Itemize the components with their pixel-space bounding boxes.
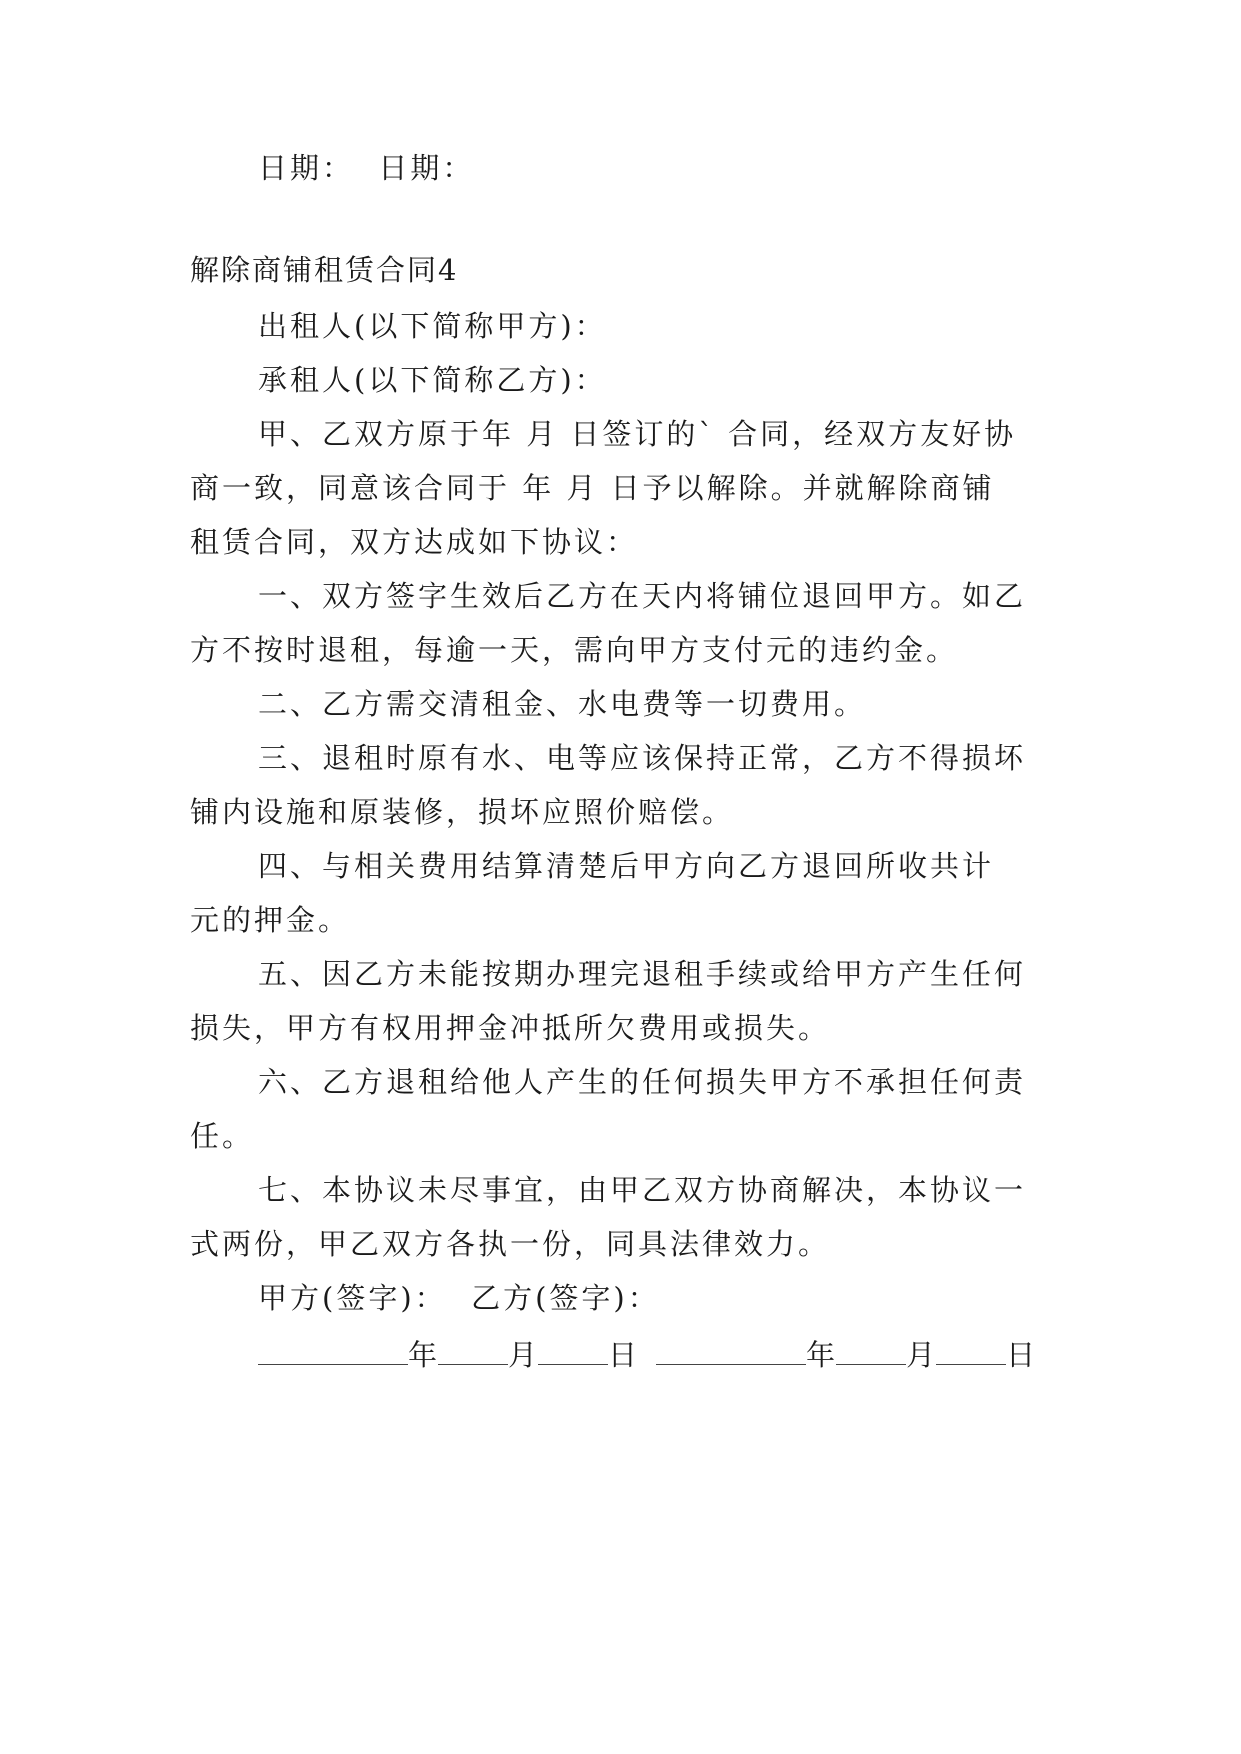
party-a-day-blank bbox=[538, 1334, 608, 1365]
party-a-day-label: 日 bbox=[608, 1338, 639, 1372]
clause-5-line-1: 五、因乙方未能按期办理完退租手续或给甲方产生任何 bbox=[258, 957, 1027, 991]
clause-2-line-1: 二、乙方需交清租金、水电费等一切费用。 bbox=[258, 687, 867, 721]
lessee-line: 承租人(以下简称乙方)： bbox=[258, 363, 607, 397]
intro-line-1: 甲、乙双方原于年 月 日签订的` 合同，经双方友好协 bbox=[258, 417, 1017, 451]
clause-3-line-2: 铺内设施和原装修，损坏应照价赔偿。 bbox=[190, 795, 735, 829]
clause-4-line-1: 四、与相关费用结算清楚后甲方向乙方退回所收共计 bbox=[258, 849, 995, 883]
clause-6-line-1: 六、乙方退租给他人产生的任何损失甲方不承担任何责 bbox=[258, 1065, 1027, 1099]
clause-4-line-2: 元的押金。 bbox=[190, 903, 351, 937]
clause-7-line-2: 式两份，甲乙双方各执一份，同具法律效力。 bbox=[190, 1227, 831, 1261]
document-title: 解除商铺租赁合同4 bbox=[190, 253, 459, 287]
party-b-day-label: 日 bbox=[1006, 1338, 1037, 1372]
party-b-year-label: 年 bbox=[806, 1338, 837, 1372]
party-b-year-blank bbox=[656, 1334, 806, 1365]
signature-line: 甲方(签字)： 乙方(签字)： bbox=[258, 1281, 660, 1315]
clause-7-line-1: 七、本协议未尽事宜，由甲乙双方协商解决，本协议一 bbox=[258, 1173, 1027, 1207]
date-header: 日期： 日期： bbox=[258, 151, 475, 185]
party-a-year-label: 年 bbox=[408, 1338, 439, 1372]
clause-6-line-2: 任。 bbox=[190, 1119, 255, 1153]
clause-1-line-2: 方不按时退租，每逾一天，需向甲方支付元的违约金。 bbox=[190, 633, 959, 667]
clause-1-line-1: 一、双方签字生效后乙方在天内将铺位退回甲方。如乙 bbox=[258, 579, 1027, 613]
signature-date-line bbox=[258, 1334, 1138, 1373]
party-b-day-blank bbox=[936, 1334, 1006, 1365]
clause-3-line-1: 三、退租时原有水、电等应该保持正常，乙方不得损坏 bbox=[258, 741, 1027, 775]
party-b-month-blank bbox=[836, 1334, 906, 1365]
party-a-month-label: 月 bbox=[508, 1338, 539, 1372]
clause-5-line-2: 损失，甲方有权用押金冲抵所欠费用或损失。 bbox=[190, 1011, 831, 1045]
party-b-month-label: 月 bbox=[906, 1338, 937, 1372]
intro-line-3: 租赁合同，双方达成如下协议： bbox=[190, 525, 639, 559]
intro-line-2: 商一致，同意该合同于 年 月 日予以解除。并就解除商铺 bbox=[190, 471, 995, 505]
party-a-month-blank bbox=[438, 1334, 508, 1365]
party-a-year-blank bbox=[258, 1334, 408, 1365]
lessor-line: 出租人(以下简称甲方)： bbox=[258, 309, 607, 343]
